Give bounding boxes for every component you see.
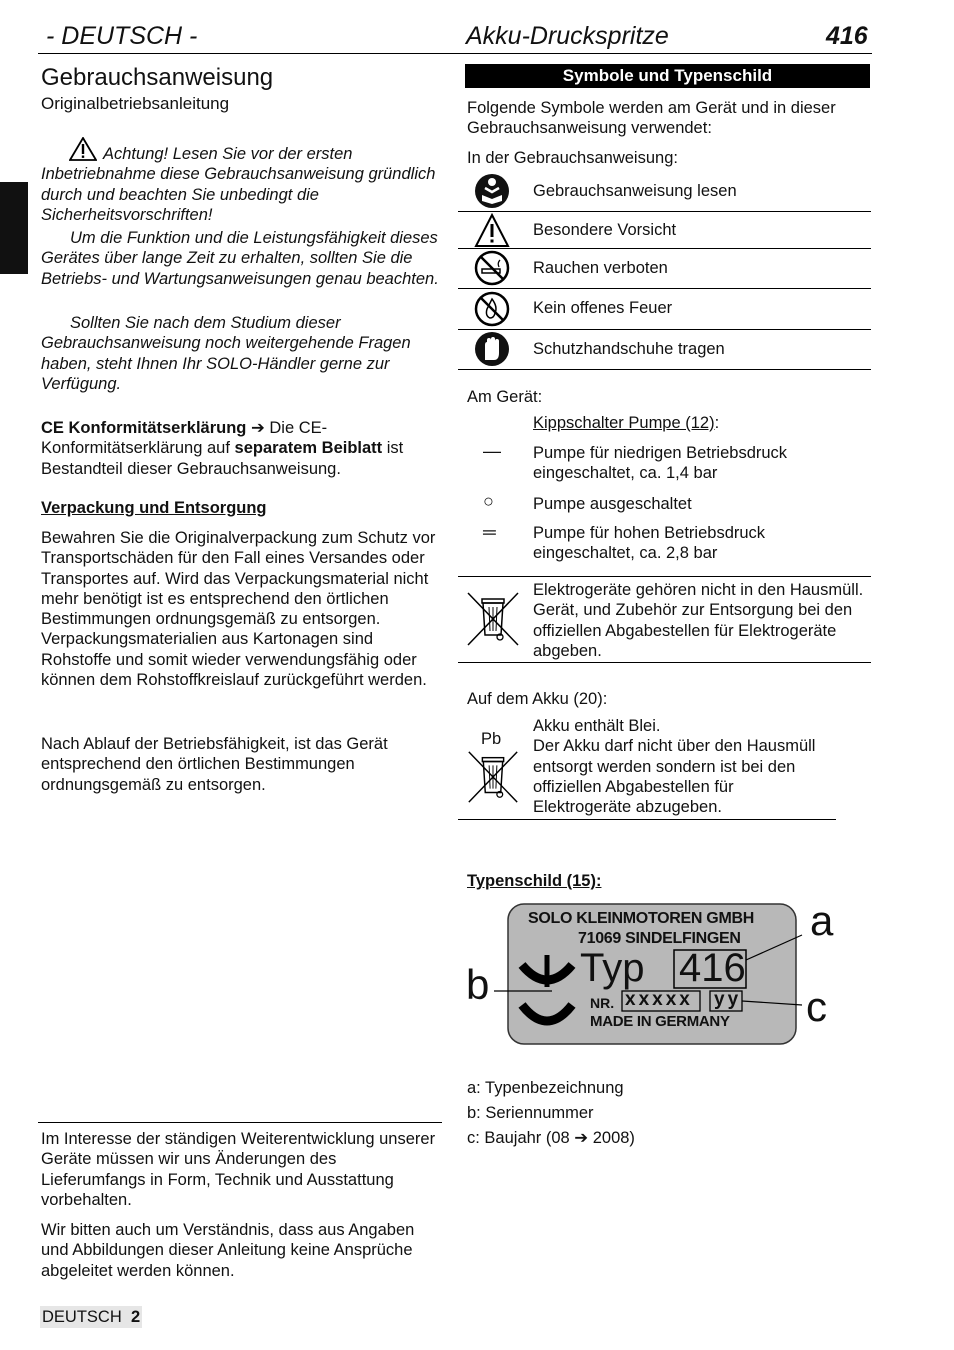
packaging-paragraph-2: Nach Ablauf der Betriebsfähigkeit, ist das Gerät entsprechend den örtlichen Bestimmungen ordnungsgemäß zu entsorgen.	[41, 735, 388, 794]
ce-heading: CE Konformitätserklärung	[41, 419, 247, 437]
no-smoking-icon	[474, 250, 510, 286]
no-open-flame-icon	[474, 291, 510, 327]
high-pressure-symbol: ═	[483, 522, 496, 542]
weee-text: Elektrogeräte gehören nicht in den Hausmüll. Gerät, und Zubehör zur Entsorgung bei den offiziellen Abgabestellen für Elektrogeräte abgeben.	[533, 581, 864, 660]
packaging-heading: Verpackung und Entsorgung	[41, 499, 267, 517]
gloves-icon	[474, 331, 510, 367]
callout-c: c	[806, 983, 827, 1030]
symbol-row	[458, 249, 871, 289]
battery-text	[533, 716, 823, 817]
symbol-label: Schutzhandschuhe tragen	[533, 340, 725, 358]
typeplate-legend	[467, 1076, 635, 1151]
pump-text: Pumpe ausgeschaltet	[533, 495, 692, 513]
symbols-intro: Folgende Symbole werden am Gerät und in dieser Gebrauchsanweisung verwendet:	[467, 99, 836, 137]
page-number: 2	[130, 1308, 141, 1326]
weee-divider-bottom	[458, 662, 871, 663]
crossed-bin-icon	[464, 748, 522, 806]
switch-colon: :	[714, 414, 720, 432]
low-pressure-symbol: —	[483, 441, 501, 461]
symbol-label: Rauchen verboten	[533, 259, 668, 277]
plate-model: 416	[679, 946, 746, 990]
notice-paragraph-1: Im Interesse der ständigen Weiterentwicklung unserer Geräte müssen wir uns Änderungen des Lieferumfangs in Form, Technik und Ausstattung vorbehalten.	[41, 1130, 436, 1209]
plate-made: MADE IN GERMANY	[590, 1013, 730, 1030]
page-footer	[40, 1306, 142, 1328]
symbol-row	[458, 212, 871, 249]
warning-paragraph-1: Achtung! Lesen Sie vor der ersten Inbetriebnahme diese Gebrauchsanweisung gründlich durch und beachten Sie unbedingt die Sicherheitsvorschriften!	[41, 145, 436, 224]
warning-paragraph-3: Sollten Sie nach dem Studium dieser Gebrauchsanweisung noch weitergehende Fragen haben, steht Ihnen Ihr SOLO-Händler gerne zur Verfügung.	[41, 314, 411, 393]
symbol-label: Gebrauchsanweisung lesen	[533, 182, 737, 200]
header-model: 416	[826, 22, 868, 50]
symbol-label: Besondere Vorsicht	[533, 221, 677, 239]
warning-triangle-icon	[474, 213, 510, 249]
plate-year: yy	[714, 989, 742, 1010]
legend-item: a: Typenbezeichnung	[467, 1079, 624, 1097]
plate-company: SOLO KLEINMOTOREN GMBH	[528, 910, 754, 927]
battery-text-2: Der Akku darf nicht über den Hausmüll entsorgt werden sondern ist bei den offiziellen Abgabestellen für Elektrogeräte abzugeben.	[533, 737, 816, 817]
callout-b: b	[466, 961, 490, 1008]
ce-bold-2: separatem Beiblatt	[234, 439, 383, 458]
page-subtitle: Originalbetriebsanleitung	[41, 94, 230, 113]
header-product: Akku-Druckspritze	[466, 22, 669, 50]
plate-city: 71069 SINDELFINGEN	[578, 930, 741, 947]
page-title: Gebrauchsanweisung	[41, 64, 274, 91]
type-plate-figure	[462, 895, 872, 1055]
legend-item: c: Baujahr (08 ➔ 2008)	[467, 1129, 635, 1147]
plate-serial: xxxxx	[625, 989, 693, 1010]
typeplate-heading: Typenschild (15):	[467, 872, 602, 890]
pump-text: Pumpe für niedrigen Betriebsdruck eingeschaltet, ca. 1,4 bar	[533, 444, 788, 482]
switch-label: Kippschalter Pumpe (12)	[533, 414, 715, 432]
plate-nr: NR.	[590, 995, 615, 1011]
ce-text-1: Die CE-Konformitätserklärung auf	[41, 419, 328, 458]
section-tab-marker	[0, 182, 28, 274]
pump-text: Pumpe für hohen Betriebsdruck eingeschaltet, ca. 2,8 bar	[533, 524, 766, 562]
battery-divider	[458, 819, 836, 820]
packaging-paragraph-1: Bewahren Sie die Originalverpackung zum Schutz vor Transportschäden für den Fall eines Versandes oder Transportes auf. Wird das Verpackungsmaterial nicht mehr benötigt ist es entsprechend den örtlichen Bestimmungen ordnungsgemäß zu entsorgen. Verpackungsmaterialien aus Kartonagen sind Rohstoffe und somit wieder verwendungsfähig oder können dem Rohstoffkreislauf zurückgeführt werden.	[41, 529, 436, 690]
lead-symbol: Pb	[481, 730, 502, 748]
battery-label: Auf dem Akku (20):	[467, 690, 608, 708]
symbol-label: Kein offenes Feuer	[533, 299, 673, 317]
symbol-row	[458, 330, 871, 370]
symbol-row	[458, 172, 871, 212]
switch-label-line	[533, 414, 719, 433]
footer-language: DEUTSCH	[42, 1308, 122, 1326]
notice-divider	[38, 1122, 442, 1123]
header-divider	[38, 53, 872, 54]
off-symbol: ○	[483, 491, 494, 511]
symbol-row	[458, 289, 871, 330]
notice-paragraph-2: Wir bitten auch um Verständnis, dass aus Angaben und Abbildungen dieser Anleitung keine Ansprüche abgeleitet werden können.	[41, 1221, 415, 1280]
on-device-label: Am Gerät:	[467, 388, 543, 406]
weee-divider-top	[458, 576, 871, 577]
in-manual-label: In der Gebrauchsanweisung:	[467, 149, 678, 167]
arrow-icon: ➔	[250, 419, 265, 437]
header-language: - DEUTSCH -	[46, 22, 198, 50]
callout-a: a	[810, 897, 834, 944]
legend-item: b: Seriennummer	[467, 1104, 594, 1122]
ce-text-2: ist Bestandteil dieser Gebrauchsanweisung.	[41, 439, 404, 478]
crossed-bin-icon	[464, 589, 522, 649]
plate-typ: Typ	[580, 946, 645, 990]
section-title: Symbole und Typenschild	[465, 64, 870, 88]
battery-text-1: Akku enthält Blei.	[533, 717, 661, 735]
warning-paragraph-2: Um die Funktion und die Leistungsfähigkeit dieses Gerätes über lange Zeit zu erhalten, sollten Sie die Betriebs- und Wartungsanweisungen genau beachten.	[41, 229, 439, 288]
read-manual-icon	[474, 173, 510, 209]
symbols-table	[458, 172, 871, 370]
ce-declaration	[41, 418, 441, 479]
